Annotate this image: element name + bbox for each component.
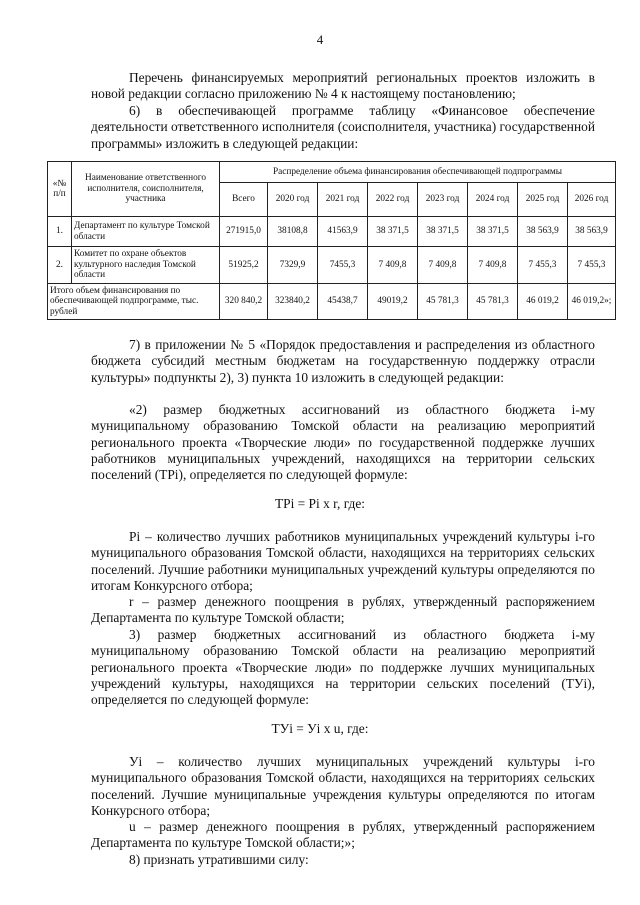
header-year: 2024 год — [468, 183, 518, 217]
cell-value: 38 371,5 — [418, 217, 468, 247]
paragraph-ui-definition: Уi – количество лучших муниципальных учреждений культуры i-го муниципального образования Томской области, находящихся на территориях сельских поселений. Лучшие муниципальные учреждения культуры определяются по итогам Конкурсного отбора; — [91, 754, 595, 818]
header-name: Наименование ответственного исполнителя, соисполнителя, участника — [72, 162, 220, 217]
total-value: 45 781,3 — [468, 284, 518, 320]
cell-value: 7 409,8 — [468, 247, 518, 284]
total-value: 46 019,2 — [518, 284, 568, 320]
cell-value: 38 371,5 — [468, 217, 518, 247]
formula-tui: ТУi = Уi x u, где: — [271, 721, 369, 736]
header-distribution: Распределение объема финансирования обеспечивающей подпрограммы — [220, 162, 616, 183]
paragraph-u-definition: u – размер денежного поощрения в рублях, утвержденный распоряжением Департамента по культуре Томской области;»; — [91, 819, 595, 851]
row-name: Комитет по охране объектов культурного наследия Томской области — [72, 247, 220, 284]
table-header-row — [48, 162, 616, 183]
cell-value: 7329,9 — [268, 247, 318, 284]
total-value: 45 781,3 — [418, 284, 468, 320]
header-year: 2021 год — [318, 183, 368, 217]
row-name: Департамент по культуре Томской области — [72, 217, 220, 247]
header-total: Всего — [220, 183, 268, 217]
cell-value: 7455,3 — [318, 247, 368, 284]
paragraph-subitem-2: «2) размер бюджетных ассигнований из областного бюджета i-му муниципальному образованию Томской области на реализацию мероприятий регионального проекта «Творческие люди» по государственной поддержке лучших работников муниципальных учреждений, находящихся на территории сельских поселений (ТРi), определяется по следующей формуле: — [91, 402, 595, 483]
cell-value: 38 563,9 — [568, 217, 616, 247]
formula-trpi: ТРi = Рi x r, где: — [274, 496, 366, 511]
table-row — [48, 247, 616, 284]
cell-value: 7 455,3 — [568, 247, 616, 284]
header-year: 2022 год — [368, 183, 418, 217]
total-value: 46 019,2»; — [568, 284, 616, 320]
header-year: 2023 год — [418, 183, 468, 217]
table-total-row — [48, 284, 616, 320]
paragraph-r-definition: r – размер денежного поощрения в рублях, утвержденный распоряжением Департамента по культуре Томской области; — [91, 594, 595, 626]
financing-table — [47, 161, 616, 320]
cell-value: 51925,2 — [220, 247, 268, 284]
cell-value: 7 455,3 — [518, 247, 568, 284]
header-num: «№ п/п — [48, 162, 72, 217]
header-year: 2026 год — [568, 183, 616, 217]
total-value: 45438,7 — [318, 284, 368, 320]
paragraph-regional-projects: Перечень финансируемых мероприятий региональных проектов изложить в новой редакции согласно приложению № 4 к настоящему постановлению; — [91, 70, 595, 102]
paragraph-pi-definition: Рi – количество лучших работников муниципальных учреждений культуры i-го муниципального образования Томской области, находящихся на территориях сельских поселений. Лучшие работники муниципальных учреждений культуры определяются по итогам Конкурсного отбора; — [91, 529, 595, 593]
paragraph-subitem-3: 3) размер бюджетных ассигнований из областного бюджета i-му муниципальному образованию Томской области на реализацию мероприятий регионального проекта «Творческие люди» по поддержке лучших муниципальных учреждений культуры, находящихся на территории сельских поселений (ТУi), определяется по следующей формуле: — [91, 627, 595, 708]
total-value: 49019,2 — [368, 284, 418, 320]
cell-value: 38 563,9 — [518, 217, 568, 247]
paragraph-item-7: 7) в приложении № 5 «Порядок предоставления и распределения из областного бюджета субсидий местным бюджетам на государственную поддержку отрасли культуры» подпункты 2), 3) пункта 10 изложить в следующей редакции: — [91, 337, 595, 385]
paragraph-item-8: 8) признать утратившими силу: — [129, 852, 309, 867]
cell-value: 271915,0 — [220, 217, 268, 247]
cell-value: 38 371,5 — [368, 217, 418, 247]
cell-value: 7 409,8 — [418, 247, 468, 284]
cell-value: 38108,8 — [268, 217, 318, 247]
header-year: 2025 год — [518, 183, 568, 217]
cell-value: 41563,9 — [318, 217, 368, 247]
page-number: 4 — [316, 32, 324, 47]
row-num: 2. — [48, 247, 72, 284]
row-num: 1. — [48, 217, 72, 247]
total-value: 320 840,2 — [220, 284, 268, 320]
cell-value: 7 409,8 — [368, 247, 418, 284]
table-row — [48, 217, 616, 247]
paragraph-item-6: 6) в обеспечивающей программе таблицу «Финансовое обеспечение деятельности ответственного исполнителя (соисполнителя, участника) государственной программы» изложить в следующей редакции: — [91, 103, 595, 151]
total-label: Итого объем финансирования по обеспечивающей подпрограмме, тыс. рублей — [48, 284, 220, 320]
header-year: 2020 год — [268, 183, 318, 217]
total-value: 323840,2 — [268, 284, 318, 320]
